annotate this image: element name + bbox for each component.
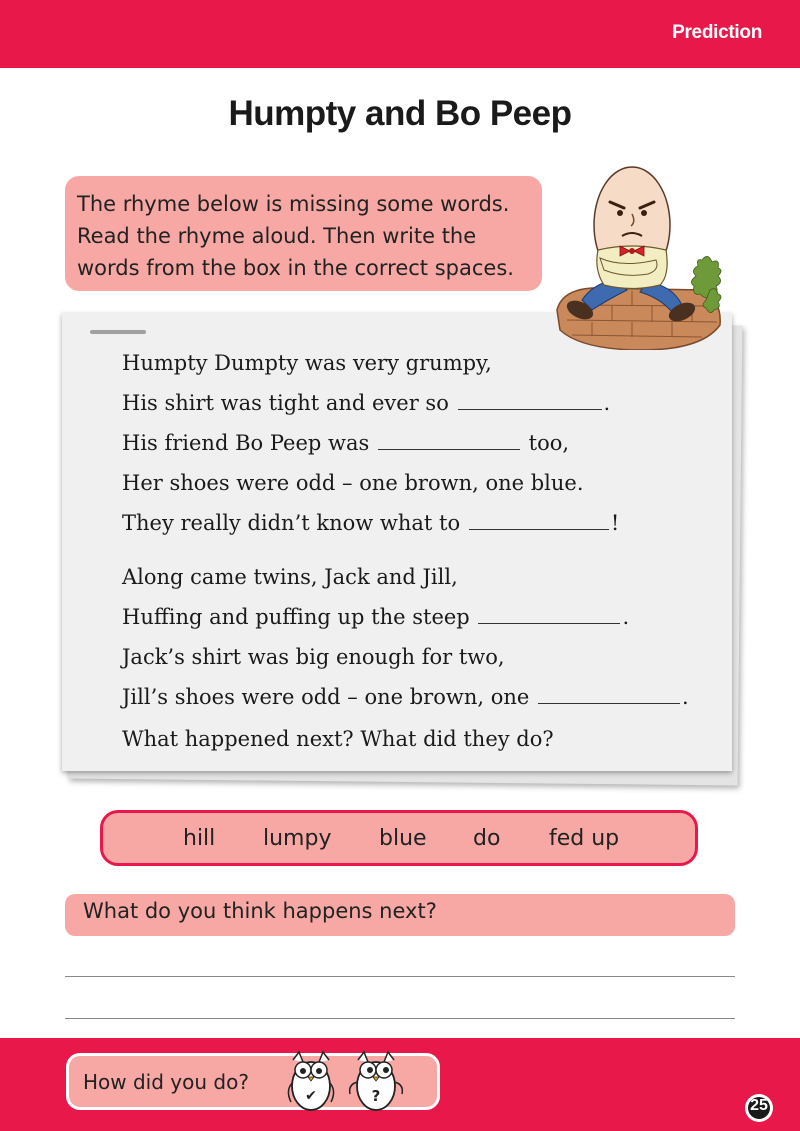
poem-text: They really didn’t know what to [122,511,461,535]
owl-question-icon[interactable] [346,1050,406,1112]
word-option: do [473,826,501,851]
poem-text: Jill’s shoes were odd – one brown, one [122,685,530,709]
poem-line [122,508,619,538]
poem-text: ! [610,511,620,535]
poem-line: Humpty Dumpty was very grumpy, [122,351,492,375]
poem-text: . [681,685,689,709]
word-box [100,810,698,866]
owl-check-mark: ✔ [305,1088,317,1104]
self-assessment-box [66,1053,440,1110]
poem-line: Jack’s shirt was big enough for two, [122,645,505,669]
paper-mark [90,330,146,334]
humpty-dumpty-illustration [552,150,727,350]
poem-line [122,602,629,632]
poem-text: . [603,391,611,415]
poem-text: Huffing and puffing up the steep [122,605,470,629]
answer-blank[interactable] [538,683,680,704]
word-option: fed up [549,826,620,851]
page-number: 25 [750,1097,768,1114]
poem-line: What happened next? What did they do? [122,727,554,751]
instructions-box [65,176,542,291]
poem-line [122,388,610,418]
owl-question-mark: ? [371,1087,381,1105]
poem-line [122,682,689,712]
poem-text: . [622,605,630,629]
instructions-line: The rhyme below is missing some words. [77,192,510,216]
answer-line[interactable] [65,1018,735,1019]
poem-line: Along came twins, Jack and Jill, [122,565,458,589]
page-number-badge [745,1094,773,1122]
answer-blank[interactable] [378,429,520,450]
instructions-line: words from the box in the correct spaces. [77,256,514,280]
poem-line [122,428,569,458]
answer-blank[interactable] [478,603,620,624]
how-did-you-do-label: How did you do? [83,1070,249,1094]
poem-text: His friend Bo Peep was [122,431,370,455]
word-option: lumpy [263,826,332,851]
owl-check-icon[interactable] [281,1050,341,1112]
word-option: blue [379,826,427,851]
answer-blank[interactable] [469,509,609,530]
poem-text: His shirt was tight and ever so [122,391,449,415]
word-option: hill [183,826,216,851]
answer-line[interactable] [65,976,735,977]
instructions-line: Read the rhyme aloud. Then write the [77,224,477,248]
page-title: Humpty and Bo Peep [228,94,572,133]
poem-line: Her shoes were odd – one brown, one blue. [122,471,584,495]
answer-blank[interactable] [458,389,602,410]
poem-text: too, [528,431,570,455]
question-bar: What do you think happens next? [65,894,735,936]
section-label: Prediction [672,22,762,43]
